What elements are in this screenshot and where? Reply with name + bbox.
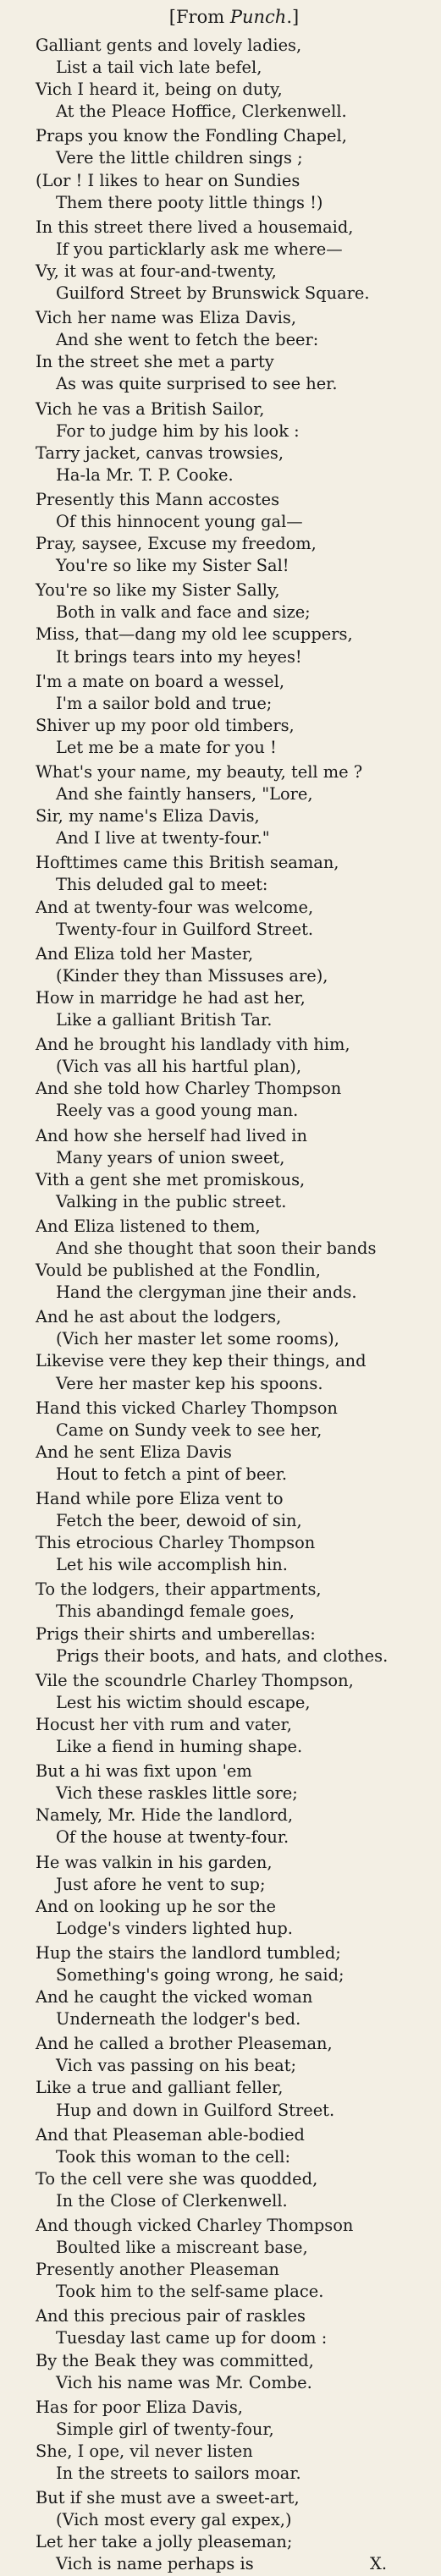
- poem-line: Hout to fetch a pint of beer.: [56, 1464, 288, 1484]
- poem-line: At the Pleace Hoffice, Clerkenwell.: [56, 102, 347, 122]
- poem-line: Presently another Pleaseman: [36, 2260, 279, 2280]
- stanza: [36, 761, 416, 849]
- poem-line: Shiver up my poor old timbers,: [36, 715, 295, 735]
- poem-line: For to judge him by his look :: [56, 420, 300, 441]
- poem-line: By the Beak they was committed,: [36, 2350, 314, 2370]
- stanza: [36, 1398, 416, 1486]
- stanza: [36, 852, 416, 940]
- poem-line: Guilford Street by Brunswick Square.: [56, 283, 370, 304]
- poem-line: And Eliza listened to them,: [36, 1216, 261, 1236]
- stanza: [36, 943, 416, 1031]
- poem-line: This etrocious Charley Thompson: [36, 1533, 316, 1553]
- poem-line: In the Close of Clerkenwell.: [56, 2190, 288, 2211]
- poem-line: Pray, saysee, Excuse my freedom,: [36, 534, 317, 554]
- poem-line: Presently this Mann accostes: [36, 489, 280, 509]
- poem-line: And how she herself had lived in: [36, 1125, 307, 1145]
- poem-line: Took him to the self-same place.: [56, 2282, 324, 2302]
- poem-line: Many years of union sweet,: [56, 1147, 285, 1167]
- poem-line: I'm a mate on board a wessel,: [36, 671, 285, 691]
- poem-line: Hand this vicked Charley Thompson: [36, 1398, 338, 1418]
- stanza: [36, 2487, 416, 2575]
- poem-line: Prigs their boots, and hats, and clothes.: [56, 1645, 389, 1666]
- stanza: [36, 489, 416, 577]
- stanza: [36, 1125, 416, 1213]
- poem-line: Vy, it was at four-and-twenty,: [36, 261, 277, 281]
- stanza: [36, 125, 416, 213]
- stanza: [36, 2215, 416, 2303]
- heading-prefix: [From: [168, 7, 230, 27]
- poem-line: Simple girl of twenty-four,: [56, 2419, 274, 2439]
- poem-line: Vich vas passing on his beat;: [56, 2056, 297, 2076]
- stanza: [36, 1216, 416, 1304]
- poem-line: Hup and down in Guilford Street.: [56, 2100, 335, 2120]
- poem-line-text: Vich is name perhaps is: [56, 2554, 254, 2574]
- stanza: [36, 1579, 416, 1667]
- poem-line: Hofttimes came this British seaman,: [36, 853, 339, 873]
- poem-line: Vith a gent she met promiskous,: [36, 1169, 306, 1189]
- poem-line: Vere her master kep his spoons.: [56, 1373, 323, 1393]
- stanza: [36, 2397, 416, 2485]
- poem-line: And at twenty-four was welcome,: [36, 897, 314, 917]
- poem-line: Hand while pore Eliza vent to: [36, 1489, 284, 1508]
- stanza: [36, 1942, 416, 2030]
- stanza: [36, 2124, 416, 2212]
- poem-line: But if she must ave a sweet-art,: [36, 2488, 300, 2508]
- poem-line: This deluded gal to meet:: [56, 875, 268, 895]
- poem-line: Boulted like a miscreant base,: [56, 2238, 308, 2258]
- stanza: [36, 217, 416, 305]
- stanza: [36, 35, 416, 123]
- stanza: [36, 1034, 416, 1122]
- poem-line: And she thought that soon their bands: [56, 1238, 377, 1258]
- poem-line: Of this hinnocent young gal—: [56, 511, 303, 531]
- poem-line: Let her take a jolly pleaseman;: [36, 2532, 293, 2552]
- poem-line: Lest his wictim should escape,: [56, 1692, 311, 1712]
- poem-line: (Vich her master let some rooms),: [56, 1329, 339, 1349]
- poem-line: In this street there lived a housemaid,: [36, 217, 354, 237]
- stanza: [36, 671, 416, 759]
- poem-line: Like a fiend in huming shape.: [56, 1737, 303, 1757]
- poem-line: Like a true and galliant feller,: [36, 2078, 284, 2098]
- poem-line: Likevise vere they kep their things, and: [36, 1351, 367, 1371]
- poem-line: And I live at twenty-four.": [56, 828, 270, 849]
- poem-line: Fetch the beer, dewoid of sin,: [56, 1511, 302, 1531]
- poem-line: How in marridge he had ast her,: [36, 987, 306, 1008]
- poem-line: And he caught the vicked woman: [36, 1987, 313, 2008]
- poem-line: And she faintly hansers, "Lore,: [56, 784, 313, 805]
- poem-line: Galliant gents and lovely ladies,: [36, 36, 302, 55]
- poem-line: Lodge's vinders lighted hup.: [56, 1918, 293, 1938]
- heading-suffix: .]: [286, 7, 300, 27]
- poem-line: You're so like my Sister Sally,: [36, 580, 280, 601]
- poem-line: Tarry jacket, canvas trowsies,: [36, 442, 284, 463]
- stanza: [36, 398, 416, 486]
- poem-line: And he brought his landlady vith him,: [36, 1035, 350, 1055]
- poem-line: Vich his name was Mr. Combe.: [56, 2372, 312, 2392]
- poem-line: (Vich most every gal expex,): [56, 2510, 292, 2530]
- poem-line: Has for poor Eliza Davis,: [36, 2397, 243, 2417]
- poem-line: Prigs their shirts and umberellas:: [36, 1623, 316, 1644]
- stanza: [36, 1670, 416, 1758]
- poem-line: What's your name, my beauty, tell me ?: [36, 762, 363, 782]
- poem-line: And he sent Eliza Davis: [36, 1442, 232, 1462]
- poem-line: Something's going wrong, he said;: [56, 1964, 345, 1985]
- poem-line: Hup the stairs the landlord tumbled;: [36, 1942, 341, 1963]
- poem-line: Both in valk and face and size;: [56, 602, 311, 623]
- poem-line: (Lor ! I likes to hear on Sundies: [36, 170, 300, 190]
- poem-line: Vile the scoundrle Charley Thompson,: [36, 1670, 354, 1690]
- stanza: [36, 1760, 416, 1848]
- poem-line: And though vicked Charley Thompson: [36, 2216, 354, 2235]
- poem-line: And on looking up he sor the: [36, 1896, 276, 1916]
- poem-line: She, I ope, vil never listen: [36, 2441, 253, 2461]
- poem-line: (Vich vas all his hartful plan),: [56, 1057, 302, 1077]
- stanza: [36, 2033, 416, 2121]
- poem-line: Vich these raskles little sore;: [56, 1783, 298, 1804]
- poem-line: I'm a sailor bold and true;: [56, 693, 273, 713]
- poem-line: It brings tears into my heyes!: [56, 646, 302, 667]
- poem-line: [36, 2553, 416, 2575]
- poem-line: Vich her name was Eliza Davis,: [36, 308, 296, 328]
- poem-line: List a tail vich late befel,: [56, 58, 262, 78]
- heading-source: Punch: [229, 7, 287, 27]
- stanza: [36, 2305, 416, 2393]
- poem-line: He was valkin in his garden,: [36, 1852, 273, 1872]
- poem-line: Them there pooty little things !): [56, 192, 323, 212]
- poem-line: Hocust her vith rum and vater,: [36, 1714, 292, 1734]
- signature: X.: [370, 2554, 387, 2574]
- poem-line: In the streets to sailors moar.: [56, 2463, 301, 2484]
- stanza: [36, 579, 416, 667]
- poem-line: To the cell vere she was quodded,: [36, 2168, 318, 2189]
- stanza: [36, 307, 416, 395]
- poem-line: Hand the clergyman jine their ands.: [56, 1283, 357, 1303]
- poem-line: In the street she met a party: [36, 352, 274, 372]
- poem-line: Underneath the lodger's bed.: [56, 2009, 301, 2029]
- poem-line: Vich he vas a British Sailor,: [36, 398, 265, 419]
- poem-line: As was quite surprised to see her.: [56, 374, 338, 394]
- poem-line: Just afore he vent to sup;: [56, 1874, 266, 1894]
- poem-line: Of the house at twenty-four.: [56, 1827, 289, 1848]
- poem-line: Miss, that—dang my old lee scuppers,: [36, 624, 353, 645]
- poem-line: Took this woman to the cell:: [56, 2146, 290, 2167]
- poem-line: And Eliza told her Master,: [36, 943, 254, 964]
- poem-line: Like a galliant British Tar.: [56, 1010, 273, 1030]
- poem-body: [36, 35, 416, 2576]
- poem-line: Vich I heard it, being on duty,: [36, 80, 283, 100]
- poem-line: And he called a brother Pleaseman,: [36, 2034, 333, 2054]
- poem-line: Praps you know the Fondling Chapel,: [36, 126, 347, 146]
- poem-line: And she went to fetch the beer:: [56, 330, 319, 350]
- stanza: [36, 1488, 416, 1576]
- stanza: [36, 1852, 416, 1940]
- poem-line: Reely vas a good young man.: [56, 1101, 299, 1121]
- poem-line: This abandingd female goes,: [56, 1601, 295, 1622]
- poem-line: Valking in the public street.: [56, 1191, 287, 1211]
- poem-line: To the lodgers, their appartments,: [36, 1579, 322, 1600]
- poem-line: Ha-la Mr. T. P. Cooke.: [56, 464, 234, 485]
- poem-line: Tuesday last came up for doom :: [56, 2328, 328, 2348]
- poem-line: Twenty-four in Guilford Street.: [56, 919, 314, 939]
- poem-line: Vere the little children sings ;: [56, 148, 303, 168]
- poem-line: And she told how Charley Thompson: [36, 1079, 342, 1099]
- poem-line: You're so like my Sister Sal!: [56, 556, 289, 576]
- poem-line: Let me be a mate for you !: [56, 737, 277, 757]
- poem-line: Namely, Mr. Hide the landlord,: [36, 1805, 294, 1826]
- poem-line: And this precious pair of raskles: [36, 2306, 306, 2326]
- poem-line: Came on Sundy veek to see her,: [56, 1420, 322, 1440]
- poem-line: But a hi was fixt upon 'em: [36, 1761, 252, 1782]
- stanza: [36, 1306, 416, 1394]
- poem-line: Sir, my name's Eliza Davis,: [36, 806, 260, 827]
- poem-line: Vould be published at the Fondlin,: [36, 1261, 321, 1281]
- poem-line: And that Pleaseman able-bodied: [36, 2124, 305, 2145]
- poem-line: (Kinder they than Missuses are),: [56, 965, 328, 986]
- poem-line: And he ast about the lodgers,: [36, 1307, 282, 1327]
- source-heading: [36, 7, 416, 28]
- poem-line: Let his wile accomplish hin.: [56, 1555, 288, 1575]
- poem-line: If you particklarly ask me where—: [56, 239, 343, 259]
